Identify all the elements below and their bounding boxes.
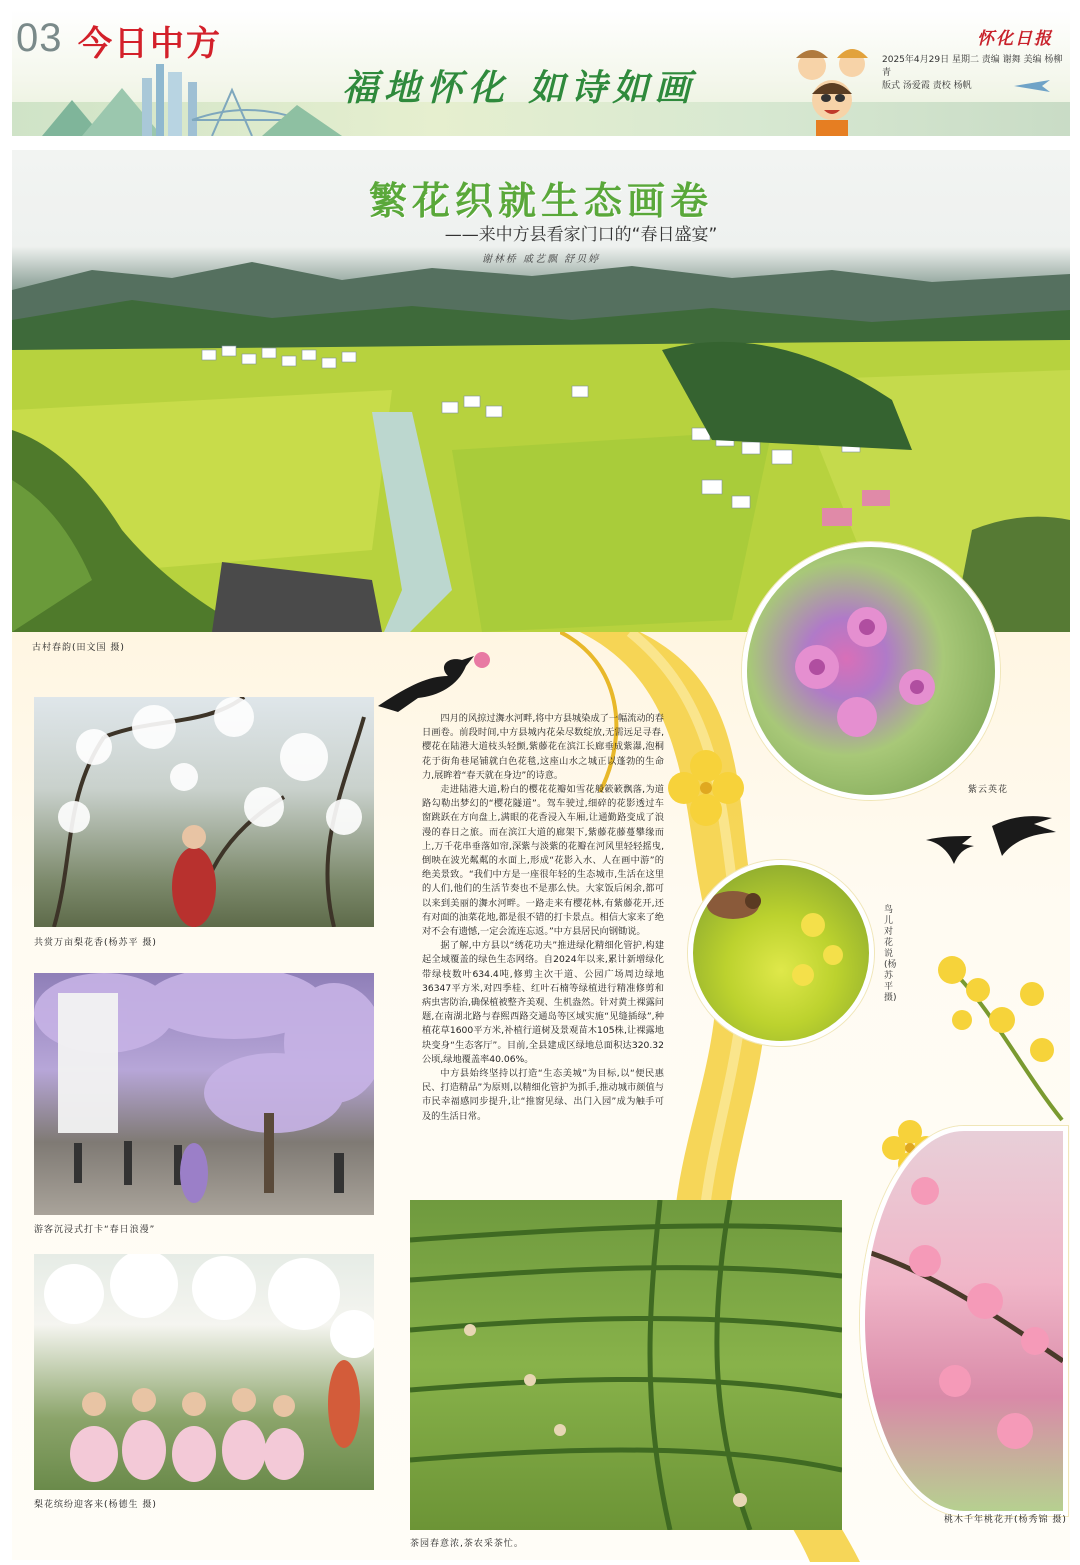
milk-vetch-photo xyxy=(742,542,1000,800)
swallow-icon xyxy=(378,646,498,716)
article-paragraph: 据了解,中方县以“绣花功夫”推进绿化精细化管护,构建起全域覆盖的绿色生态网络。自2024年以来,累计新增绿化带绿枝数叶634.4吨,修剪主次干道、公园广场周边绿地36347平方米,对四季桂、红叶石楠等绿植进行精准修剪和病虫害防治,确保植被整齐美观、生机盎然。针对黄土裸露问题,在南湖北路与春熙西路交通岛等区域实施“见缝插绿”,种植花草1600平方米,补植行道树及景观苗木105株,让裸露地块变身“生态客厅”。目前,全县建成区绿地总面积达320.32公顷,绿地覆盖率40.06%。 xyxy=(422,940,664,1065)
rapeseed-flower-icon xyxy=(932,950,1072,1130)
friends-photo xyxy=(34,1254,374,1490)
bird-on-flower-photo xyxy=(688,860,874,1046)
tourist-cartoon-icon xyxy=(782,36,882,136)
slogan: 福地怀化 如诗如画 xyxy=(342,67,697,109)
wisteria-caption: 游客沉浸式打卡“春日浪漫” xyxy=(34,1225,156,1235)
article-paragraph: 中方县始终坚持以打造“生态美城”为目标,以“便民惠民、打造精品”为原则,以精细化管护为抓手,推动城市颜值与市民幸福感同步提升,让“推窗见绿、出门入园”成为触手可及的生活日常。 xyxy=(422,1068,664,1122)
pear-blossom-photo xyxy=(34,697,374,927)
article-paragraph: 走进陆港大道,粉白的樱花花瓣如雪花般簌簌飘落,为道路勾勒出梦幻的“樱花隧道”。驾车驶过,细碎的花影透过车窗跳跃在方向盘上,满眼的花香浸入车厢,让通勤路变成了浪漫的春日之旅。而在滨江大道的廊架下,紫藤花藤蔓攀缘而上,万千花串垂落如帘,深紫与淡紫的花瓣在河风里轻轻摇曳,倒映在波光粼粼的水面上,形成“花影入水、人在画中游”的绝美景致。“我们中方是一座很年轻的生态城市,生活在这里的人们,他们的生活节奏也不是那么快。大家饭后闲余,都可以来到美丽的㵲水河畔。一路走来有樱花林,有紫藤花开,还有对面的油菜花地,都是很不错的打卡景点。相信大家来了绝对不会有遗憾,一定会流连忘返。”中方县居民向钢锄说。 xyxy=(422,784,664,938)
masthead xyxy=(12,10,1070,136)
peach-blossom-caption: 桃木千年桃花开(杨秀锦 摄) xyxy=(944,1515,1067,1525)
friends-caption: 梨花缤纷迎客来(杨德生 摄) xyxy=(34,1500,157,1510)
tea-caption: 茶园春意浓,茶农采茶忙。 xyxy=(410,1539,524,1549)
byline: 谢林桥 戚艺飘 舒贝婷 xyxy=(481,254,601,265)
newspaper-logo: 怀化日报 xyxy=(977,29,1053,49)
bird-caption: 鸟儿对花说(杨苏平 摄) xyxy=(884,905,897,1003)
section-title: 今日中方 xyxy=(78,25,222,63)
airplane-icon xyxy=(1012,70,1052,100)
yellow-flower-icon xyxy=(666,748,746,828)
hero-caption: 古村春韵(田文国 摄) xyxy=(32,643,125,653)
tea-garden-photo xyxy=(410,1200,842,1530)
page-number: 03 xyxy=(16,16,63,60)
article-body xyxy=(422,712,664,1124)
article-paragraph: 四月的风掠过㵲水河畔,将中方县城染成了一幅流动的春日画卷。前段时间,中方县城内花朵尽数绽放,无需远足寻春,樱花在陆港大道枝头轻颤,紫藤花在滨江长廊垂成紫瀑,泡桐花于街角巷尾铺就白色花毯,这座山水之城正以蓬勃的生命力,展眸着“春天就在身边”的诗意。 xyxy=(422,713,664,781)
subheadline: ——来中方县看家门口的“春日盛宴” xyxy=(444,225,718,245)
swallows-icon xyxy=(922,806,1062,876)
milk-vetch-caption: 紫云英花 xyxy=(968,785,1009,795)
editorial-line-2: 版式 汤爱霞 责校 杨帆 xyxy=(882,81,972,91)
headline: 繁花织就生态画卷 xyxy=(368,179,713,223)
wisteria-photo xyxy=(34,973,374,1215)
peach-blossom-photo xyxy=(860,1126,1068,1516)
editorial-line-1: 2025年4月29日 星期二 责编 谢舞 美编 杨柳青 xyxy=(882,55,1063,78)
pear-blossom-caption: 共赏万亩梨花香(杨苏平 摄) xyxy=(34,938,157,948)
